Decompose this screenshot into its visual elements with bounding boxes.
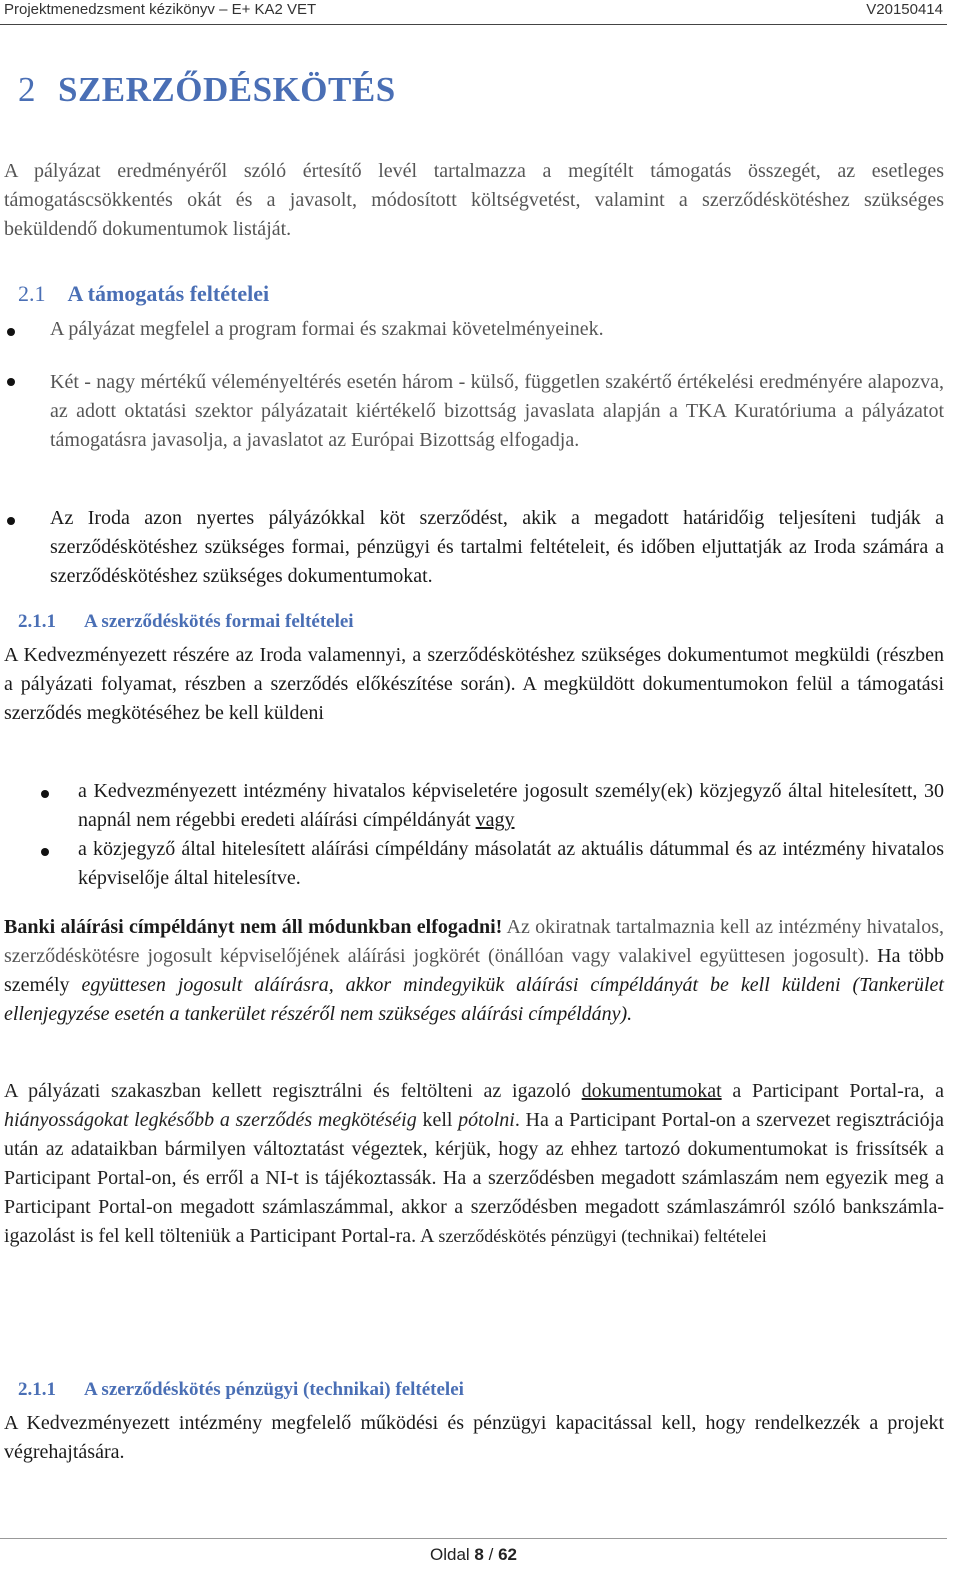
list-item: A pályázat megfelel a program formai és szakmai követelményeinek. — [50, 318, 604, 340]
footer-page: 8 — [474, 1545, 484, 1564]
list-item-text: a Kedvezményezett intézmény hivatalos képviseletére jogosult személy(ek) közjegyző által hitelesített, 30 napnál nem régebbi eredeti aláírási címpéldányát — [78, 780, 944, 831]
page-header — [0, 0, 947, 25]
subsection-title: A szerződéskötés formai feltételei — [84, 611, 354, 632]
bullet-icon — [7, 378, 15, 386]
footer-label: Oldal — [430, 1545, 470, 1564]
bank-text: Az okiratnak tartalmaznia kell az intézmény hivatalos, szerződéskötésre jogosult képviselőjének aláírási jogkörét (önállóan vagy valakivel együttesen jogosult). — [4, 916, 945, 967]
footer-sep: / — [483, 1545, 499, 1564]
section-heading — [18, 281, 269, 307]
portal-italic: hiányosságokat legkésőbb a szerződés megkötéséig — [4, 1109, 417, 1131]
section-number: 2.1 — [18, 281, 46, 306]
subsection-heading-financial — [18, 1379, 464, 1401]
formal-paragraph: A Kedvezményezett részére az Iroda valamennyi, a szerződéskötéshez szükséges dokumentumot megküldi (részben a pályázati folyamat, részben a szerződés előkészítése során). A megküldött dokumentumokon felül a támogatási szerződés megkötéséhez be kell küldeni — [4, 644, 944, 724]
chapter-heading — [18, 70, 396, 110]
list-item: Két - nagy mértékű véleményeltérés esetén három - külső, független szakértő értékelési eredményére alapozva, az adott oktatási szektor pályázatait kiértékelő bizottság javaslata alapján a TKA Kuratóriuma a pályázatot támogatásra javasolja, a javaslatot az Európai Bizottság elfogadja. — [50, 371, 944, 451]
emphasis-vagy: vagy — [475, 809, 515, 831]
header-version: V20150414 — [866, 1, 943, 18]
bank-paragraph — [4, 913, 944, 1029]
bank-italic: együttesen jogosult aláírásra, akkor mindegyikük aláírási címpéldányát be kell küldeni (Tankerület ellenjegyzése esetén a tankerület részéről nem szükséges aláírási címpéldány). — [4, 974, 944, 1025]
section-title: A támogatás feltételei — [67, 281, 270, 306]
subsection-title: A szerződéskötés pénzügyi (technikai) feltételei — [84, 1379, 464, 1400]
portal-text: a Participant Portal-ra, a — [721, 1080, 944, 1102]
portal-text: A pályázati szakaszban kellett regisztrálni és feltölteni az igazoló — [4, 1080, 582, 1102]
portal-text-tail: szerződéskötés pénzügyi (technikai) feltételei — [438, 1226, 767, 1246]
portal-underlined: dokumentumokat — [581, 1080, 722, 1102]
subsection-heading-formal — [18, 611, 354, 633]
bullet-icon — [7, 328, 15, 336]
list-item: Az Iroda azon nyertes pályázókkal köt szerződést, akik a megadott határidőig teljesíteni tudják a szerződéskötéshez szükséges formai, pénzügyi és tartalmi feltételeit, és időben eljuttatják az Iroda számára a szerződéskötéshez szükséges dokumentumokat. — [50, 507, 944, 587]
chapter-number: 2 — [18, 70, 36, 109]
portal-text: kell — [416, 1109, 459, 1131]
bullet-icon — [41, 848, 49, 856]
bank-text-2: Ha több személy — [4, 945, 944, 996]
list-item — [78, 777, 944, 835]
portal-text: . Ha a Participant Portal-on a szervezet regisztrációja után az adataikban bármilyen változtatást végeztek, kérjük, hogy az ehhez tartozó dokumentumokat is frissítsék a Participant Portal-on, és erről a NI-t is tájékoztassák. Ha a szerződésben megadott számlaszám nem egyezik meg a Participant Portal-on megadott számlaszámmal, akkor a szerződésben megadott számlaszámról szóló bankszámla-igazolást is fel kell tölteniük a Participant Portal-ra. A — [4, 1109, 945, 1247]
bullet-icon — [41, 790, 49, 798]
intro-paragraph: A pályázat eredményéről szóló értesítő levél tartalmazza a megítélt támogatás összegét, az esetleges támogatáscsökkentés okát és a javasolt, módosított költségvetést, valamint a szerződéskötéshez szükséges beküldendő dokumentumok listáját. — [4, 160, 944, 240]
footer-total: 62 — [498, 1545, 517, 1564]
bullet-icon — [7, 517, 15, 525]
list-item: a közjegyző által hitelesített aláírási címpéldány másolatát az aktuális dátummal és az intézmény hivatalos képviselője által hitelesítve. — [78, 838, 944, 889]
page-footer — [0, 1538, 947, 1565]
portal-italic: pótolni — [458, 1109, 515, 1131]
bank-warning: Banki aláírási címpéldányt nem áll módunkban elfogadni! — [4, 916, 503, 938]
portal-paragraph — [4, 1077, 944, 1251]
header-title: Projektmenedzsment kézikönyv – E+ KA2 VET — [4, 1, 317, 18]
subsection-number: 2.1.1 — [18, 611, 56, 632]
financial-paragraph: A Kedvezményezett intézmény megfelelő működési és pénzügyi kapacitással kell, hogy rendelkezzék a projekt végrehajtására. — [4, 1412, 944, 1463]
subsection-number: 2.1.1 — [18, 1379, 56, 1400]
chapter-title: SZERZŐDÉSKÖTÉS — [58, 70, 396, 109]
